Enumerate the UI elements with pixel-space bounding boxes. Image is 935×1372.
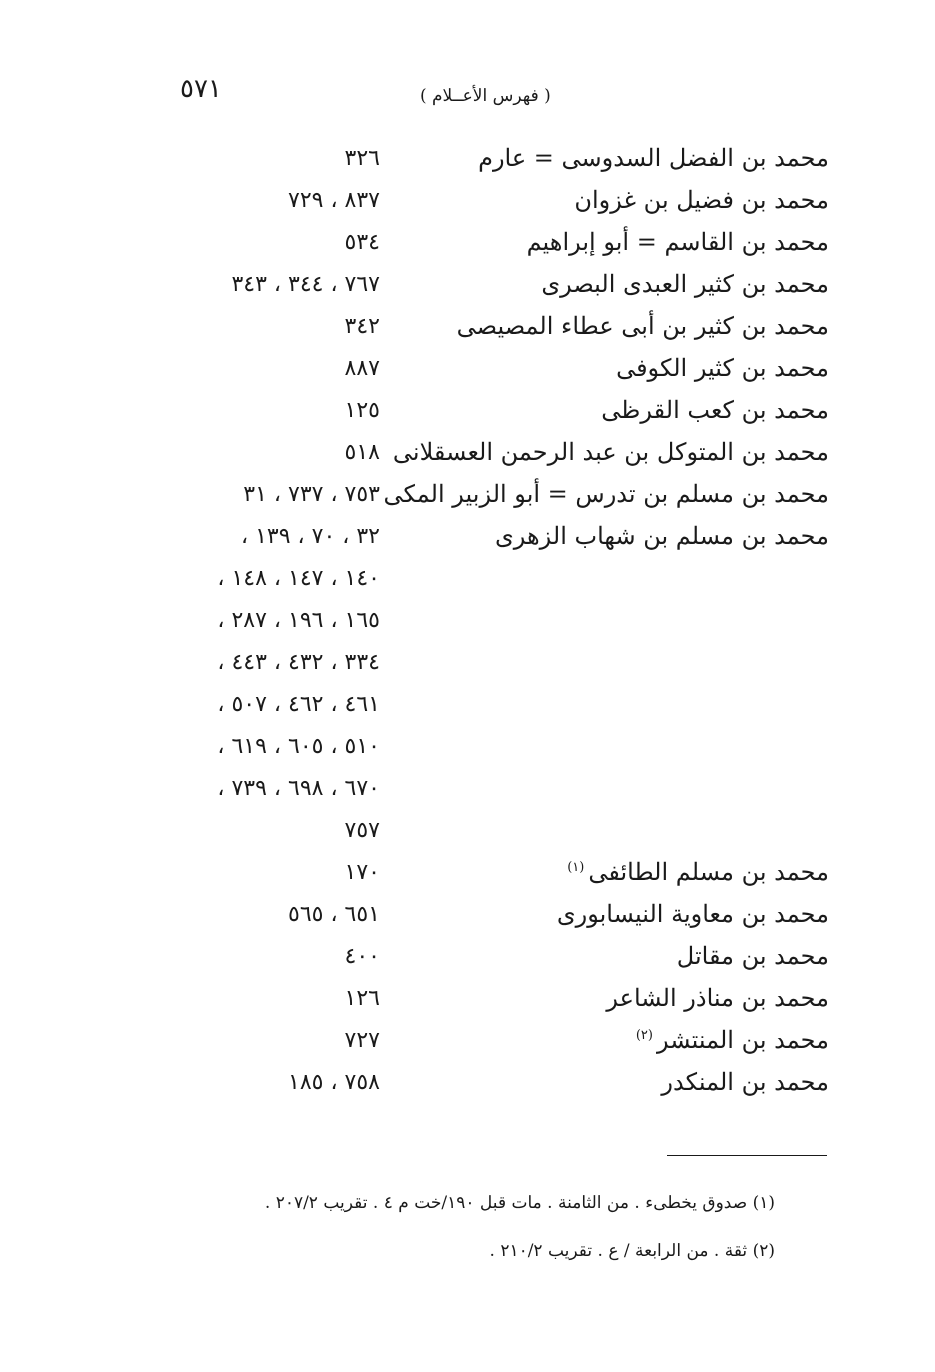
- entry-name: محمد بن معاوية النيسابورى: [556, 900, 829, 928]
- index-entry: [0, 392, 935, 434]
- index-entry: [0, 350, 935, 392]
- index-entry: [0, 1022, 935, 1064]
- entry-refs: ٤٦١ ، ٤٦٢ ، ٥٠٧ ،: [217, 692, 380, 717]
- entry-refs: ٣٣٤ ، ٤٣٢ ، ٤٤٣ ،: [217, 650, 380, 675]
- entry-refs: ٧٥٨ ، ١٨٥: [288, 1070, 380, 1095]
- entry-refs: ٧٢٧: [344, 1028, 380, 1053]
- entry-refs: ١٢٥: [344, 398, 380, 423]
- index-entry: [0, 434, 935, 476]
- entry-refs: ٣٢ ، ٧٠ ، ١٣٩ ،: [240, 524, 380, 549]
- entry-refs: ٧٥٣ ، ٧٣٧ ، ٣١: [243, 482, 380, 507]
- page-number: ٥٧١: [180, 74, 222, 104]
- entry-refs: ٥٣٤: [344, 230, 380, 255]
- entry-name: محمد بن مقاتل: [676, 942, 829, 970]
- index-entry: [0, 182, 935, 224]
- entry-name: محمد بن الفضل السدوسى = عارم: [478, 144, 829, 172]
- entry-name: محمد بن المنكدر: [661, 1068, 829, 1096]
- entry-refs: ٦٧٠ ، ٦٩٨ ، ٧٣٩ ،: [217, 776, 380, 801]
- entry-name: محمد بن كثير الكوفى: [616, 354, 829, 382]
- entry-name: محمد بن كعب القرظى: [601, 396, 829, 424]
- index-entry: [0, 896, 935, 938]
- index-entry: [0, 140, 935, 182]
- index-entry-continuation: [0, 560, 935, 602]
- entry-refs: ١٤٠ ، ١٤٧ ، ١٤٨ ،: [217, 566, 380, 591]
- index-entry: [0, 266, 935, 308]
- entry-refs: ١٧٠: [344, 860, 380, 885]
- footnote-marker: (١): [567, 860, 585, 875]
- footnote-marker: (٢): [635, 1028, 653, 1043]
- index-entry-continuation: [0, 812, 935, 854]
- entry-name: محمد بن المتوكل بن عبد الرحمن العسقلانى: [392, 438, 829, 466]
- index-entry: [0, 938, 935, 980]
- entry-refs: ٧٥٧: [344, 818, 380, 843]
- entry-refs: ٥١٠ ، ٦٠٥ ، ٦١٩ ،: [217, 734, 380, 759]
- index-entry: [0, 854, 935, 896]
- entry-refs: ١٦٥ ، ١٩٦ ، ٢٨٧ ،: [217, 608, 380, 633]
- entry-name: محمد بن فضيل بن غزوان: [574, 186, 829, 214]
- footnote-rule: [667, 1155, 827, 1156]
- index-entry-continuation: [0, 644, 935, 686]
- entry-name: محمد بن مسلم بن تدرس = أبو الزبير المكى: [383, 480, 829, 508]
- entry-name-text: محمد بن مسلم الطائفى: [588, 858, 829, 886]
- entry-name-text: محمد بن المنتشر: [656, 1026, 829, 1054]
- index-entry: [0, 476, 935, 518]
- index-entry: [0, 980, 935, 1022]
- index-entry: [0, 1064, 935, 1106]
- entry-refs: ١٢٦: [344, 986, 380, 1011]
- entry-name: [636, 1026, 829, 1054]
- entry-refs: ٨٣٧ ، ٧٢٩: [288, 188, 380, 213]
- entry-name: محمد بن كثير العبدى البصرى: [541, 270, 829, 298]
- entry-name: محمد بن مناذر الشاعر: [606, 984, 829, 1012]
- entry-refs: ٦٥١ ، ٥٦٥: [288, 902, 380, 927]
- entry-name: محمد بن القاسم = أبو إبراهيم: [526, 228, 829, 256]
- entry-refs: ٧٦٧ ، ٣٤٤ ، ٣٤٣: [231, 272, 380, 297]
- footnote-1: (١) صدوق يخطىء . من الثامنة . مات قبل ١٩٠/خت م ٤ . تقريب ٢٠٧/٢ .: [264, 1193, 775, 1213]
- entry-refs: ٣٢٦: [344, 146, 380, 171]
- index-entry-continuation: [0, 686, 935, 728]
- index-entry-continuation: [0, 728, 935, 770]
- index-entry: [0, 224, 935, 266]
- index-entry-continuation: [0, 602, 935, 644]
- entry-name: [567, 858, 829, 886]
- index-entry: [0, 308, 935, 350]
- entry-name: محمد بن مسلم بن شهاب الزهرى: [494, 522, 829, 550]
- entry-name: محمد بن كثير بن أبى عطاء المصيصى: [456, 312, 829, 340]
- index-entries: [0, 140, 935, 1106]
- footnote-2: (٢) ثقة . من الرابعة / ع . تقريب ٢١٠/٢ .: [489, 1241, 775, 1261]
- entry-refs: ٥١٨: [344, 440, 380, 465]
- index-entry-continuation: [0, 770, 935, 812]
- entry-refs: ٤٠٠: [344, 944, 380, 969]
- entry-refs: ٨٨٧: [344, 356, 380, 381]
- running-head: ( فهرس الأعــلام ): [420, 86, 551, 106]
- entry-refs: ٣٤٢: [344, 314, 380, 339]
- index-entry: [0, 518, 935, 560]
